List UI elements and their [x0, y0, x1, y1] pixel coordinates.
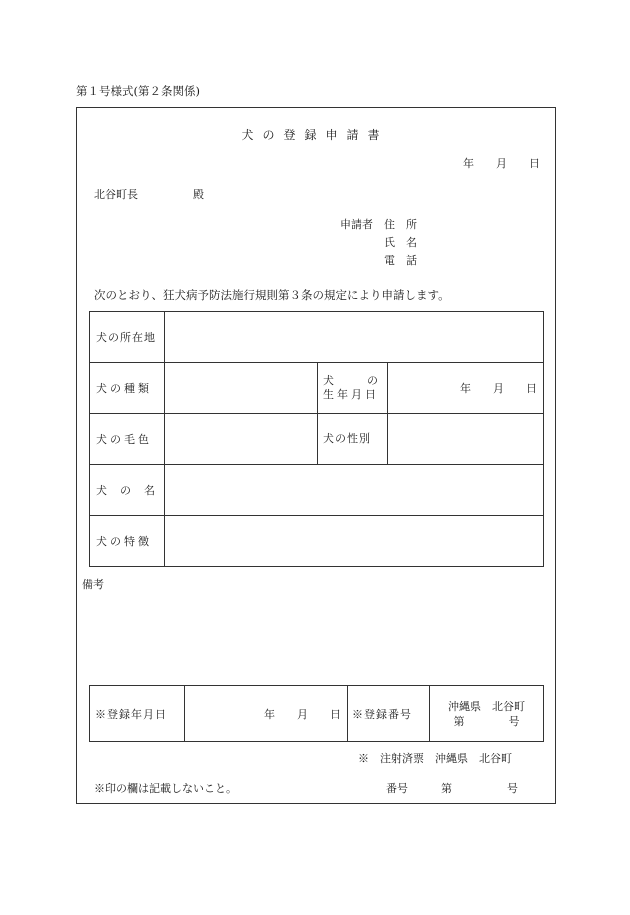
- footer-note: ※印の欄は記載しないこと。: [94, 782, 237, 795]
- table-row: [90, 465, 544, 516]
- features-field[interactable]: [165, 516, 544, 567]
- dog-name-label: 犬 の 名: [90, 465, 165, 516]
- applicant-address-label: 住 所: [384, 218, 417, 231]
- reg-no-prefecture: 沖縄県 北谷町: [448, 699, 525, 713]
- location-label: 犬の所在地: [90, 312, 165, 363]
- addressee: 北谷町長 殿: [94, 188, 204, 201]
- form-number: 第１号様式(第２条関係): [76, 84, 200, 98]
- coat-color-label: 犬の毛色: [90, 414, 165, 465]
- applicant-block: [340, 216, 417, 270]
- application-date: 年 月 日: [463, 157, 540, 170]
- birthdate-label-line2: 生年月日: [323, 388, 379, 401]
- remarks-label: 備考: [82, 578, 104, 591]
- table-row: [90, 312, 544, 363]
- applicant-label: 申請者: [340, 218, 373, 231]
- reg-no-field[interactable]: [430, 686, 544, 742]
- table-row: [90, 363, 544, 414]
- birthdate-label-line1: 犬 の: [323, 374, 378, 387]
- registration-table: [89, 685, 544, 742]
- reg-date-label: ※登録年月日: [90, 686, 185, 742]
- sex-label: 犬の性別: [318, 414, 388, 465]
- birthdate-field[interactable]: 年 月 日: [388, 363, 544, 414]
- form-title: 犬の登録申請書: [241, 128, 389, 142]
- injection-tag-line: ※ 注射済票 沖縄県 北谷町: [358, 752, 512, 765]
- dog-info-table: [89, 311, 544, 567]
- reg-no-label: ※登録番号: [348, 686, 430, 742]
- features-label: 犬の特徴: [90, 516, 165, 567]
- injection-number-line: 番号 第 号: [386, 782, 518, 795]
- reg-date-field[interactable]: 年 月 日: [185, 686, 348, 742]
- intro-text: 次のとおり、狂犬病予防法施行規則第３条の規定により申請します。: [94, 288, 450, 302]
- reg-no-number: 第 号: [453, 714, 520, 728]
- birthdate-label: [318, 363, 388, 414]
- table-row: [90, 414, 544, 465]
- location-field[interactable]: [165, 312, 544, 363]
- applicant-phone-label: 電 話: [384, 254, 417, 267]
- dog-name-field[interactable]: [165, 465, 544, 516]
- breed-label: 犬の種類: [90, 363, 165, 414]
- breed-field[interactable]: [165, 363, 318, 414]
- table-row: [90, 686, 544, 742]
- sex-field[interactable]: [388, 414, 544, 465]
- applicant-name-label: 氏 名: [384, 236, 417, 249]
- coat-color-field[interactable]: [165, 414, 318, 465]
- table-row: [90, 516, 544, 567]
